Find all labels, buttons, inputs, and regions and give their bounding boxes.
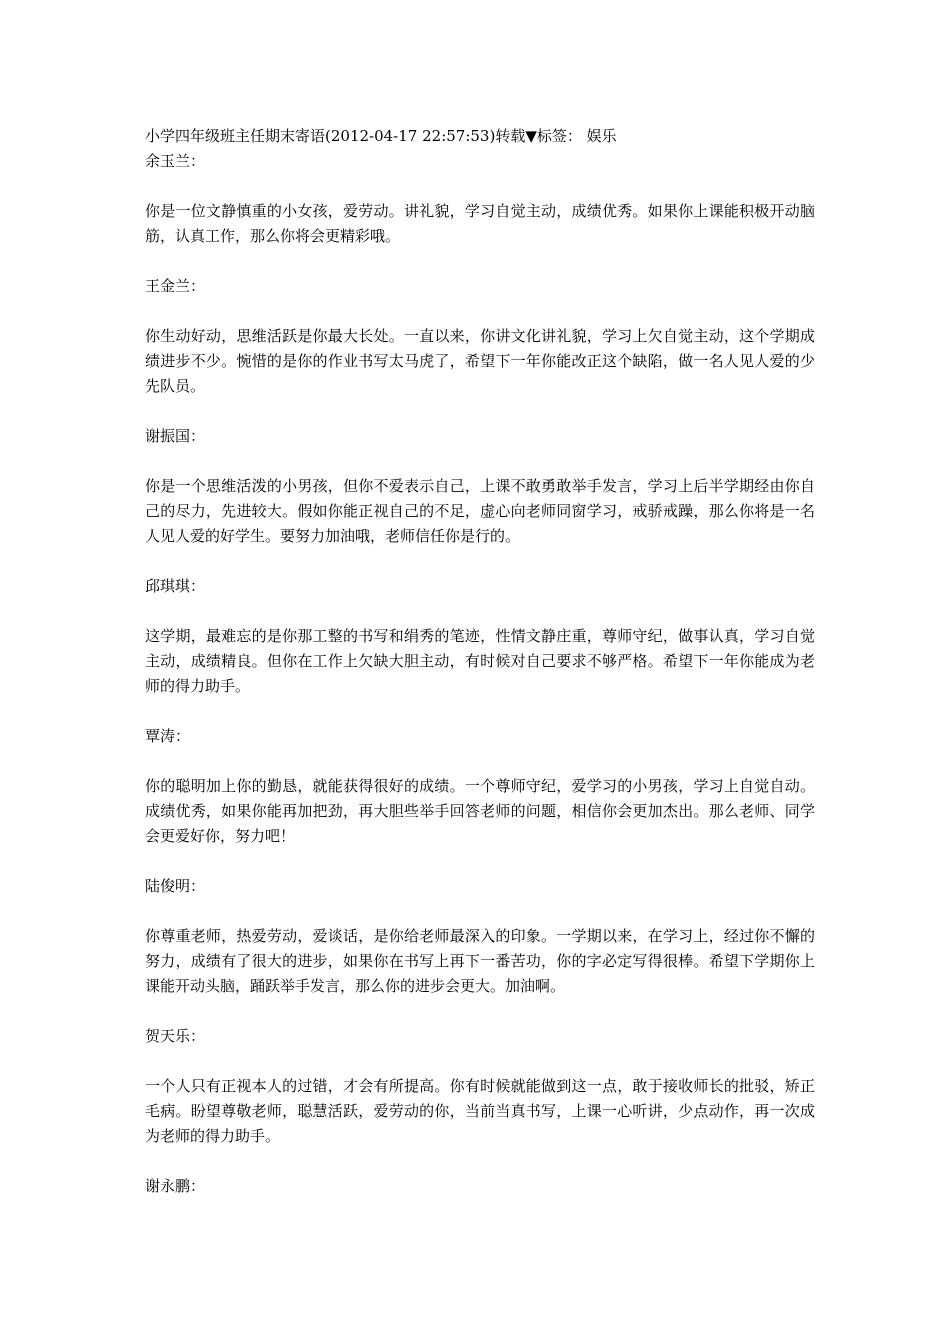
student-comment: 你是一个思维活泼的小男孩，但你不爱表示自己，上课不敢勇敢举手发言，学习上后半学期经由你自己的尽力，先进较大。假如你能正视自己的不足，虚心向老师同窗学习，戒骄戒躁，那么你将是一名人见人爱的好学生。要努力加油哦，老师信任你是行的。 [145, 477, 815, 545]
student-comment: 你的聪明加上你的勤恳，就能获得很好的成绩。一个尊师守纪，爱学习的小男孩，学习上自觉自动。成绩优秀，如果你能再加把劲，再大胆些举手回答老师的问题，相信你会更加杰出。那么老师、同学会更爱好你，努力吧！ [145, 777, 815, 845]
document-header: 小学四年级班主任期末寄语(2012-04-17 22:57:53)转载▼标签： 娱乐 [145, 127, 617, 145]
student-name: 覃涛： [145, 727, 191, 745]
student-name: 邱琪琪： [145, 577, 206, 595]
comment-entry [145, 424, 815, 549]
document-page [145, 124, 815, 1199]
student-name: 王金兰： [145, 277, 206, 295]
comment-entry [145, 274, 815, 399]
student-comment: 一个人只有正视本人的过错，才会有所提高。你有时候就能做到这一点，敢于接收师长的批驳，矫正毛病。盼望尊敬老师，聪慧活跃，爱劳动的你，当前当真书写，上课一心听讲，少点动作，再一次成为老师的得力助手。 [145, 1077, 815, 1145]
student-comment: 你生动好动，思维活跃是你最大长处。一直以来，你讲文化讲礼貌，学习上欠自觉主动，这个学期成绩进步不少。惋惜的是你的作业书写太马虎了，希望下一年你能改正这个缺陷，做一名人见人爱的少先队员。 [145, 327, 815, 395]
student-name: 余玉兰： [145, 152, 206, 170]
comment-entry [145, 1024, 815, 1149]
student-comment: 你是一位文静慎重的小女孩，爱劳动。讲礼貌，学习自觉主动，成绩优秀。如果你上课能积极开动脑筋，认真工作，那么你将会更精彩哦。 [145, 202, 815, 245]
comment-entry [145, 574, 815, 699]
student-comment: 你尊重老师，热爱劳动，爱谈话，是你给老师最深入的印象。一学期以来，在学习上，经过你不懈的努力，成绩有了很大的进步，如果你在书写上再下一番苦功，你的字必定写得很棒。希望下学期你上课能开动头脑，踊跃举手发言，那么你的进步会更大。加油啊。 [145, 927, 815, 995]
comment-entry [145, 874, 815, 999]
comment-entry [145, 149, 815, 249]
student-name: 陆俊明： [145, 877, 206, 895]
comment-entry [145, 724, 815, 849]
student-name: 谢永鹏： [145, 1177, 206, 1195]
student-name: 贺天乐： [145, 1027, 206, 1045]
student-name: 谢振国： [145, 427, 206, 445]
student-comment: 这学期，最难忘的是你那工整的书写和绢秀的笔迹，性情文静庄重，尊师守纪，做事认真，学习自觉主动，成绩精良。但你在工作上欠缺大胆主动，有时候对自己要求不够严格。希望下一年你能成为老师的得力助手。 [145, 627, 815, 695]
